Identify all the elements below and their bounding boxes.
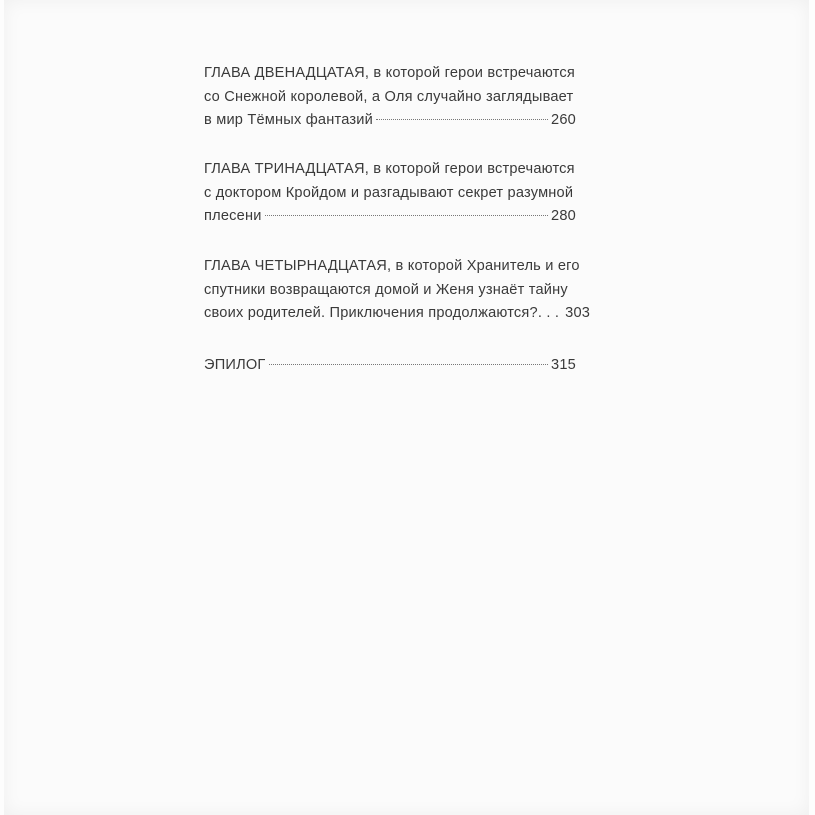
toc-entry-chapter-12 bbox=[204, 62, 576, 133]
toc-entry-chapter-13 bbox=[204, 158, 576, 229]
toc-entry-last-line bbox=[204, 109, 576, 133]
toc-entry-line: с доктором Кройдом и разгадывают секрет разумной bbox=[204, 184, 574, 201]
toc-entry-line: спутники возвращаются домой и Женя узнаёт тайну bbox=[204, 281, 568, 298]
toc-entry-line: ГЛАВА ТРИНАДЦАТАЯ, в которой герои встречаются bbox=[204, 161, 575, 177]
dot-leader bbox=[265, 215, 548, 216]
toc-page-number: 280 bbox=[551, 208, 576, 224]
toc-entry-chapter-14 bbox=[204, 255, 591, 326]
toc-entry-text: своих родителей. Приключения продолжаются?. . . bbox=[204, 305, 560, 321]
toc-entry-text: плесени bbox=[204, 208, 262, 224]
toc-entry-text: ЭПИЛОГ bbox=[204, 357, 266, 373]
toc-page-number: 303 bbox=[565, 305, 591, 321]
toc-page-number: 260 bbox=[551, 112, 576, 128]
toc-entry-last-line bbox=[204, 302, 591, 326]
toc-entry-last-line bbox=[204, 205, 576, 229]
dot-leader bbox=[269, 364, 549, 365]
toc-entry-line: ГЛАВА ЧЕТЫРНАДЦАТАЯ, в которой Хранитель и его bbox=[204, 258, 580, 274]
toc-entry-epilogue bbox=[204, 354, 576, 378]
toc-entry-text: в мир Тёмных фантазий bbox=[204, 112, 373, 128]
toc-entry-last-line bbox=[204, 354, 576, 378]
toc-entry-line: со Снежной королевой, а Оля случайно заглядывает bbox=[204, 88, 574, 105]
toc-entry-line: ГЛАВА ДВЕНАДЦАТАЯ, в которой герои встречаются bbox=[204, 65, 575, 81]
toc-page-number: 315 bbox=[551, 357, 576, 373]
dot-leader bbox=[376, 119, 548, 120]
